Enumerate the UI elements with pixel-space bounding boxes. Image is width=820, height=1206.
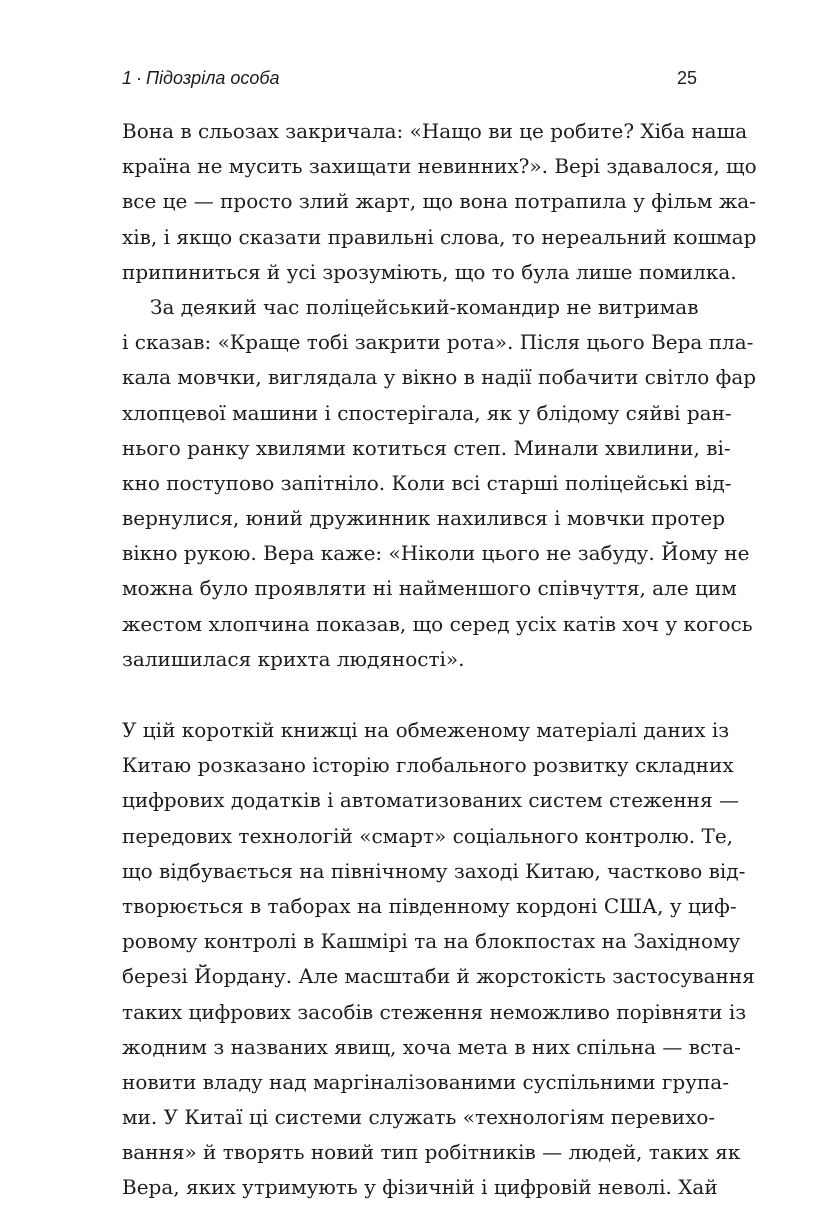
text-line: хлопцевої машини і спостерігала, як у блідому сяйві ран-	[122, 400, 732, 425]
chapter-separator: ·	[136, 68, 143, 88]
text-line: і сказав: «Краще тобі закрити рота». Після цього Вера пла-	[122, 330, 754, 355]
chapter-title: Підозріла особа	[146, 68, 280, 88]
text-line: жестом хлопчина показав, що серед усіх катів хоч у когось	[122, 611, 753, 636]
text-line: можна було проявляти ні найменшого співчуття, але цим	[122, 576, 737, 601]
text-line: вання» й творять новий тип робітників — людей, таких як	[122, 1140, 741, 1165]
text-line: хів, і якщо сказати правильні слова, то нереальний кошмар	[122, 224, 757, 249]
text-line: ми. У Китаї ці системи служать «технологіям перевихо-	[122, 1105, 716, 1130]
text-line: таких цифрових засобів стеження неможливо порівняти із	[122, 999, 747, 1024]
text-line: вернулися, юний дружинник нахилився і мовчки протер	[122, 506, 726, 531]
text-line: кала мовчки, виглядала у вікно в надії побачити світло фар	[122, 365, 757, 390]
paragraph-2	[122, 290, 757, 677]
text-line: країна не мусить захищати невинних?». Вері здавалося, що	[122, 154, 757, 179]
page-number: 25	[676, 68, 697, 88]
text-line: залишилася крихта людяності».	[122, 646, 465, 671]
text-line: все це — просто злий жарт, що вона потрапила у фільм жа-	[122, 189, 756, 214]
text-line: жодним з названих явищ, хоча мета в них спільна — вста-	[122, 1034, 741, 1059]
text-line: Вера, яких утримують у фізичній і цифровій неволі. Хай	[122, 1175, 718, 1200]
text-line: березі Йордану. Але масштаби й жорстокість застосування	[122, 964, 755, 989]
text-line: Китаю розказано історію глобального розвитку складних	[122, 753, 734, 778]
text-line: За деякий час поліцейський-командир не витримав	[150, 294, 699, 319]
text-line: кно поступово запітніло. Коли всі старші поліцейські від-	[122, 470, 732, 495]
paragraph-1	[122, 114, 757, 290]
text-line: передових технологій «смарт» соціального контролю. Те,	[122, 823, 734, 848]
section-break	[122, 677, 697, 713]
paragraph-3	[122, 713, 755, 1206]
chapter-number: 1	[122, 68, 133, 88]
text-line: цифрових додатків і автоматизованих систем стеження —	[122, 788, 739, 813]
text-line: Вона в сльозах закричала: «Нащо ви це робите? Хіба наша	[122, 119, 748, 143]
text-line: нього ранку хвилями котиться степ. Минали хвилини, ві-	[122, 435, 731, 460]
text-line: ровому контролі в Кашмірі та на блокпостах на Західному	[122, 929, 741, 954]
text-line: припиниться й усі зрозуміють, що то була лише помилка.	[122, 259, 737, 284]
text-line: У цій короткій книжці на обмеженому матеріалі даних із	[122, 718, 730, 742]
body-text	[122, 114, 757, 1206]
chapter-heading	[122, 68, 280, 89]
text-line: новити владу над маргіналізованими суспільними група-	[122, 1069, 729, 1094]
text-line: творюється в таборах на південному кордоні США, у циф-	[122, 893, 737, 918]
text-line: вікно рукою. Вера каже: «Ніколи цього не забуду. Йому не	[122, 541, 750, 566]
running-head	[122, 68, 697, 96]
text-line: що відбувається на північному заході Китаю, частково від-	[122, 858, 746, 883]
